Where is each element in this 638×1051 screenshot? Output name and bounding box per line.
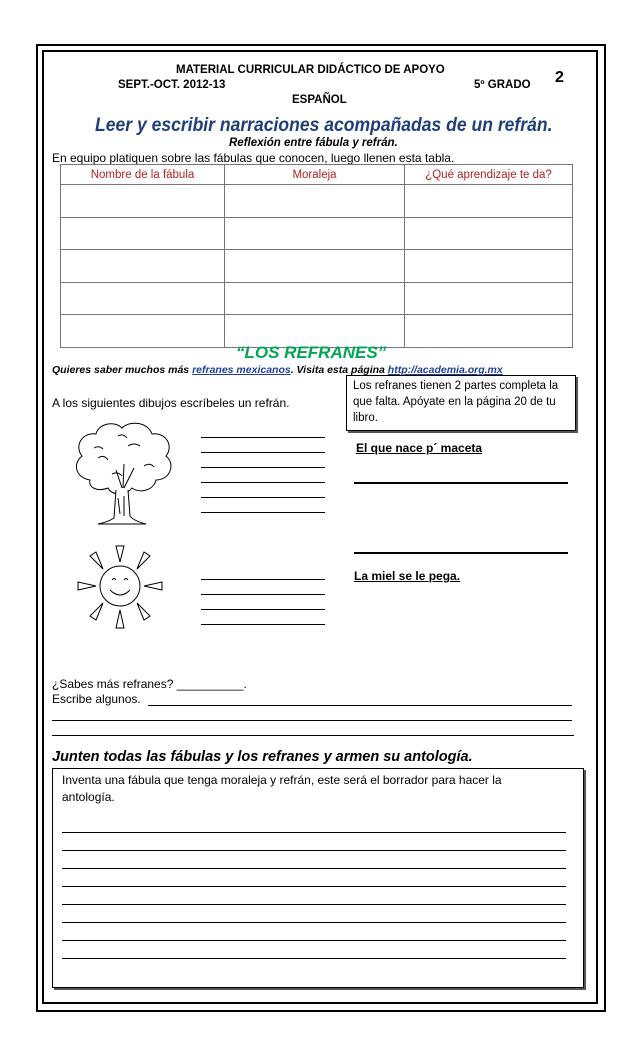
answer-line[interactable] bbox=[201, 437, 325, 438]
table-cell[interactable] bbox=[405, 217, 573, 250]
col-header-learning: ¿Qué aprendizaje te da? bbox=[405, 165, 573, 185]
escribe-algunos-label: Escribe algunos. bbox=[52, 692, 141, 706]
answer-line[interactable] bbox=[201, 482, 325, 483]
table-cell[interactable] bbox=[405, 282, 573, 315]
table-cell[interactable] bbox=[405, 250, 573, 283]
table-cell[interactable] bbox=[61, 217, 225, 250]
tree-drawing bbox=[68, 418, 178, 530]
draft-line[interactable] bbox=[62, 850, 566, 851]
table-cell[interactable] bbox=[61, 185, 225, 218]
header-title: MATERIAL CURRICULAR DIDÁCTICO DE APOYO bbox=[176, 64, 445, 76]
draft-line[interactable] bbox=[62, 886, 566, 887]
page-number: 2 bbox=[555, 69, 564, 86]
writing-line[interactable] bbox=[52, 720, 572, 721]
answer-line[interactable] bbox=[201, 497, 325, 498]
answer-line[interactable] bbox=[201, 512, 325, 513]
refranes-mexicanos-link[interactable]: refranes mexicanos bbox=[192, 364, 291, 376]
subtitle: Reflexión entre fábula y refrán. bbox=[229, 137, 398, 149]
answer-line[interactable] bbox=[201, 579, 325, 580]
writing-line[interactable] bbox=[148, 705, 572, 706]
header-period: SEPT.-OCT. 2012-13 bbox=[118, 79, 226, 91]
answer-line[interactable] bbox=[201, 624, 325, 625]
sabes-mas-question: ¿Sabes más refranes? __________. bbox=[52, 677, 247, 691]
refranes-title: “LOS REFRANES” bbox=[236, 343, 387, 362]
table-cell[interactable] bbox=[225, 282, 405, 315]
answer-line[interactable] bbox=[201, 594, 325, 595]
academia-link[interactable]: http://academia.org.mx bbox=[387, 364, 503, 376]
table-row bbox=[61, 282, 573, 315]
table-cell[interactable] bbox=[405, 315, 573, 348]
fable-table bbox=[60, 164, 573, 348]
link-prefix: Quieres saber muchos más bbox=[52, 364, 193, 376]
answer-line[interactable] bbox=[201, 452, 325, 453]
header-subject: ESPAÑOL bbox=[292, 94, 347, 106]
refran-2: La miel se le pega. bbox=[354, 569, 461, 583]
table-cell[interactable] bbox=[405, 185, 573, 218]
draft-line[interactable] bbox=[62, 940, 566, 941]
link-middle: . Visita esta página bbox=[290, 364, 388, 376]
writing-line[interactable] bbox=[52, 735, 574, 736]
draft-line[interactable] bbox=[62, 868, 566, 869]
note-box: Los refranes tienen 2 partes completa la que falta. Apóyate en la página 20 de tu libro. bbox=[346, 375, 576, 431]
table-cell[interactable] bbox=[61, 250, 225, 283]
table-row bbox=[61, 185, 573, 218]
draft-instruction: Inventa una fábula que tenga moraleja y refrán, este será el borrador para hacer la antología. bbox=[62, 773, 502, 804]
col-header-fable-name: Nombre de la fábula bbox=[61, 165, 225, 185]
table-instruction: En equipo platiquen sobre las fábulas que conocen, luego llenen esta tabla. bbox=[52, 151, 455, 165]
table-cell[interactable] bbox=[61, 282, 225, 315]
sun-drawing bbox=[72, 540, 168, 634]
antologia-title: Junten todas las fábulas y los refranes y armen su antología. bbox=[52, 749, 473, 765]
refran-1: El que nace p´ maceta bbox=[356, 441, 483, 455]
table-row bbox=[61, 217, 573, 250]
draft-line[interactable] bbox=[62, 904, 566, 905]
table-cell[interactable] bbox=[225, 217, 405, 250]
table-row bbox=[61, 250, 573, 283]
table-cell[interactable] bbox=[225, 185, 405, 218]
refran-answer-line[interactable] bbox=[354, 552, 568, 554]
page-title: Leer y escribir narraciones acompañadas de un refrán. bbox=[95, 114, 553, 136]
draft-line[interactable] bbox=[62, 832, 566, 833]
table-cell[interactable] bbox=[61, 315, 225, 348]
answer-line[interactable] bbox=[201, 467, 325, 468]
draft-line[interactable] bbox=[62, 958, 566, 959]
draft-line[interactable] bbox=[62, 922, 566, 923]
table-cell[interactable] bbox=[225, 250, 405, 283]
answer-line[interactable] bbox=[201, 609, 325, 610]
drawings-instruction: A los siguientes dibujos escríbeles un refrán. bbox=[52, 396, 290, 410]
col-header-moral: Moraleja bbox=[225, 165, 405, 185]
refran-answer-line[interactable] bbox=[354, 482, 568, 484]
header-grade: 5º GRADO bbox=[474, 79, 531, 91]
